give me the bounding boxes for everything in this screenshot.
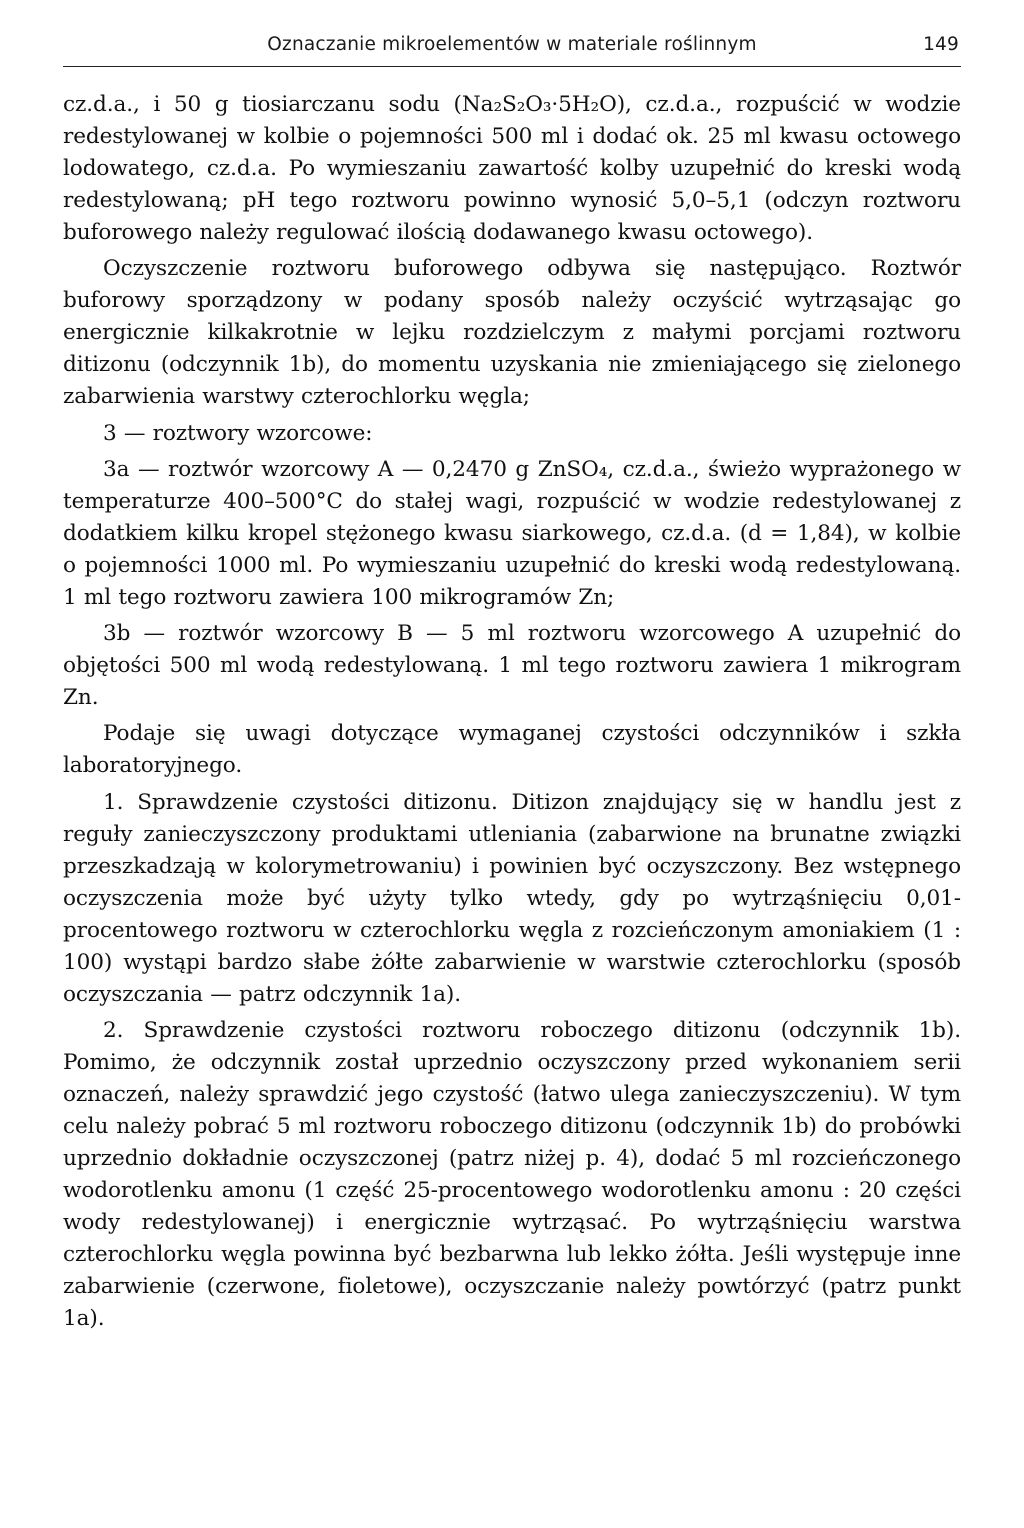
page-number: 149: [923, 34, 959, 55]
book-page: [63, 30, 961, 1500]
paragraph-working-solution-purity: 2. Sprawdzenie czystości roztworu roboczego ditizonu (odczynnik 1b). Pomimo, że odczynnik został uprzednio oczyszczony przed wykonaniem serii oznaczeń, należy sprawdzić jego czystość (łatwo ulega zanieczyszczeniu). W tym celu należy pobrać 5 ml roztworu roboczego ditizonu (odczynnik 1b) do probówki uprzednio dokładnie oczyszczonej (patrz niżej p. 4), dodać 5 ml rozcieńczonego wodorotlenku amonu (1 część 25-procentowego wodorotlenku amonu : 20 części wody redestylowanej) i energicznie wytrząsać. Po wytrząśnięciu warstwa czterochlorku węgla powinna być bezbarwna lub lekko żółta. Jeśli występuje inne zabarwienie (czerwone, fioletowe), oczyszczanie należy powtórzyć (patrz punkt 1a).: [63, 1018, 961, 1332]
paragraph-buffer-purification: Oczyszczenie roztworu buforowego odbywa się następująco. Roztwór buforowy sporządzony w podany sposób należy oczyścić wytrząsając go energicznie kilkakrotnie w lejku rozdzielczym z małymi porcjami roztworu ditizonu (odczynnik 1b), do momentu uzyskania nie zmieniającego się zielonego zabarwienia warstwy czterochlorku węgla;: [63, 256, 961, 410]
body-text: [63, 89, 961, 1335]
paragraph-dithizone-purity: 1. Sprawdzenie czystości ditizonu. Ditizon znajdujący się w handlu jest z reguły zanieczyszczony produktami utleniania (zabarwione na brunatne związki przeszkadzają w kolorymetrowaniu) i powinien być oczyszczony. Bez wstępnego oczyszczenia może być użyty tylko wtedy, gdy po wytrząśnięciu 0,01-procentowego roztworu w czterochlorku węgla z rozcieńczonym amoniakiem (1 : 100) wystąpi bardzo słabe żółte zabarwienie w warstwie czterochlorku (sposób oczyszczania — patrz odczynnik 1a).: [63, 789, 961, 1007]
header-rule: [63, 66, 961, 67]
running-title: Oznaczanie mikroelementów w materiale roślinnym: [267, 34, 757, 55]
paragraph-purity-notes: Podaje się uwagi dotyczące wymaganej czystości odczynników i szkła laboratoryjnego.: [63, 721, 961, 779]
paragraph-standard-a: 3a — roztwór wzorcowy A — 0,2470 g ZnSO₄, cz.d.a., świeżo wyprażonego w temperaturze 400–500°C do stałej wagi, rozpuścić w wodzie redestylowanej z dodatkiem kilku kropel stężonego kwasu siarkowego, cz.d.a. (d = 1,84), w kolbie o pojemności 1000 ml. Po wymieszaniu uzupełnić do kreski wodą redestylowaną. 1 ml tego roztworu zawiera 100 mikrogramów Zn;: [63, 456, 961, 610]
paragraph-standard-solutions: 3 — roztwory wzorcowe:: [103, 420, 373, 446]
paragraph-standard-b: 3b — roztwór wzorcowy B — 5 ml roztworu wzorcowego A uzupełnić do objętości 500 ml wodą redestylowaną. 1 ml tego roztworu zawiera 1 mikrogram Zn.: [63, 621, 961, 711]
running-header: [63, 30, 961, 66]
paragraph-continuation: cz.d.a., i 50 g tiosiarczanu sodu (Na₂S₂O₃·5H₂O), cz.d.a., rozpuścić w wodzie redestylowanej w kolbie o pojemności 500 ml i dodać ok. 25 ml kwasu octowego lodowatego, cz.d.a. Po wymieszaniu zawartość kolby uzupełnić do kreski wodą redestylowaną; pH tego roztworu powinno wynosić 5,0–5,1 (odczyn roztworu buforowego należy regulować ilością dodawanego kwasu octowego).: [63, 92, 961, 245]
